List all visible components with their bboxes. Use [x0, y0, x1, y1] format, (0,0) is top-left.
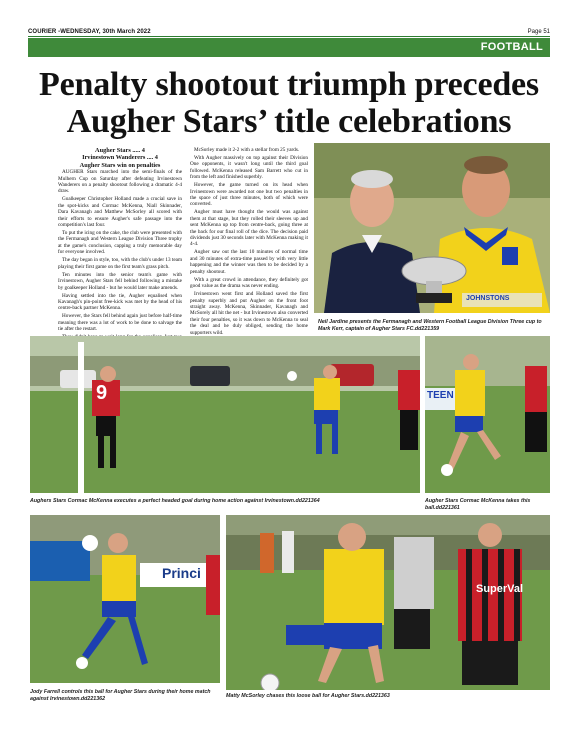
- article-column-1: [58, 147, 182, 349]
- mckenna-photo: [425, 336, 550, 493]
- article-column-2: [190, 147, 308, 358]
- paragraph: With a great crowd in attendance, they definitely got good value as the drama was never ending.: [190, 276, 308, 290]
- trophy-presentation-photo: [314, 143, 550, 313]
- score-line-home: Augher Stars ..... 4: [95, 147, 145, 154]
- paragraph: Ten minutes into the senior team's game with Irvinestown, Augher Stars fell behind following a mistake by goalkeeper Holland - but he would later make amends.: [58, 271, 182, 291]
- publication-date-line: COURIER -WEDNESDAY, 30th March 2022: [28, 29, 151, 35]
- farrell-caption: Jody Farrell controls this ball for Augher Stars during their home match against Irvinestown.dd221362: [30, 689, 211, 702]
- paragraph: Irvinestown went first and Holland saved the first penalty superbly and put Augher on the front foot straight away. McKenna, Skinnader, Kavanagh and McSorely all hit the net - but Irvinestown also converted their four penalties, so it was down to McKenna to seal the deal and he duly obliged, sending the home supporters wild.: [190, 291, 308, 336]
- section-banner: [28, 38, 550, 57]
- mcsorley-caption: Matty McSorley chases this loose ball for Augher Stars.dd221363: [226, 693, 390, 699]
- shirt-sponsor-text: JOHNSTONS: [466, 295, 510, 302]
- result-subhead: Augher Stars win on penalties: [79, 161, 161, 169]
- paragraph: Augher must have thought the would was against them at that stage, but they rolled their sleeves up and sent McKenna up top from centre-back, going three at the back for our final roll of the dice. The decision paid dividends just 30 seconds later with McKenna making it 4-4.: [190, 209, 308, 248]
- section-label: FOOTBALL: [480, 41, 543, 53]
- paragraph: The day began in style, too, with the club's under 13 team playing their first game on the first team's grass pitch.: [58, 257, 182, 270]
- trophy-caption: Neil Jardine presents the Fermanagh and Western Football League Division Three cup to Mark Kerr, captain of Augher Stars FC.dd221359: [318, 319, 542, 332]
- paragraph: With Augher massively on top against their Division One opponents, it wasn't long until the third goal followed. McKenna released Sam Barrett who cut in from the left and finished superbly.: [190, 155, 308, 181]
- headed-goal-caption: Aughers Stars Cormac McKenna executes a perfect headed goal during home action against Irvinestown.dd221364: [30, 498, 320, 504]
- headed-goal-photo: [30, 336, 420, 493]
- paragraph: Augher saw out the last 10 minutes of normal time and 30 minutes of extra-time passed by with very little happening and the winner was then to be decided by a penalty shootout.: [190, 249, 308, 275]
- mckenna-caption: Augher Stars Cormac McKenna takes this ball.dd221361: [425, 498, 531, 511]
- header-rule: [28, 36, 550, 37]
- pitch-board-text: TEEN: [427, 390, 454, 401]
- shirt-number: 9: [96, 382, 108, 404]
- pitch-board-text: Princi: [162, 565, 201, 581]
- shirt-sponsor-text: SuperVal: [476, 583, 524, 595]
- paragraph: To put the icing on the cake, the club were presented with the Fermanagh and Western League Division Three trophy at the game's conclusion, capping a truly memorable day for everyone involved.: [58, 230, 182, 256]
- paragraph: Having settled into the tie, Augher equalised when Kavanagh's pin-point free-kick was met by the head of his centre-back partner McKenna.: [58, 292, 182, 312]
- mcsorley-photo: [226, 515, 550, 690]
- paragraph: However, the Stars fell behind again just before half-time meaning there was a lot of work to be done to salvage the tie after the restart.: [58, 313, 182, 333]
- farrell-photo: [30, 515, 220, 683]
- page-number: Page 51: [527, 29, 550, 35]
- paragraph: AUGHER Stars marched into the semi-finals of the Mulhern Cup on Saturday after defeating Irvinestown Wanderers on a penalty shootout following a dramatic 4-4 draw.: [58, 169, 182, 195]
- paragraph: However, the game turned on its head when Irvinestown were awarded not one but two penalties in the space of just three minutes, both of which were converted.: [190, 182, 308, 208]
- score-line-away: Irvinestown Wanderers .... 4: [82, 154, 158, 162]
- paragraph: McSorley made it 2-2 with a stellar from 25 yards.: [194, 147, 300, 153]
- paragraph: Goalkeeper Christopher Holland made a crucial save in the spot-kicks and Cormac McKenna, Niall Skinnader, Dara Kavanagh and Matthew McSorley all scored with their efforts to ensure Augher's safe passage into the competition's last four.: [58, 196, 182, 229]
- headline: Penalty shootout triumph precedes Augher Stars’ title celebrations: [39, 66, 539, 140]
